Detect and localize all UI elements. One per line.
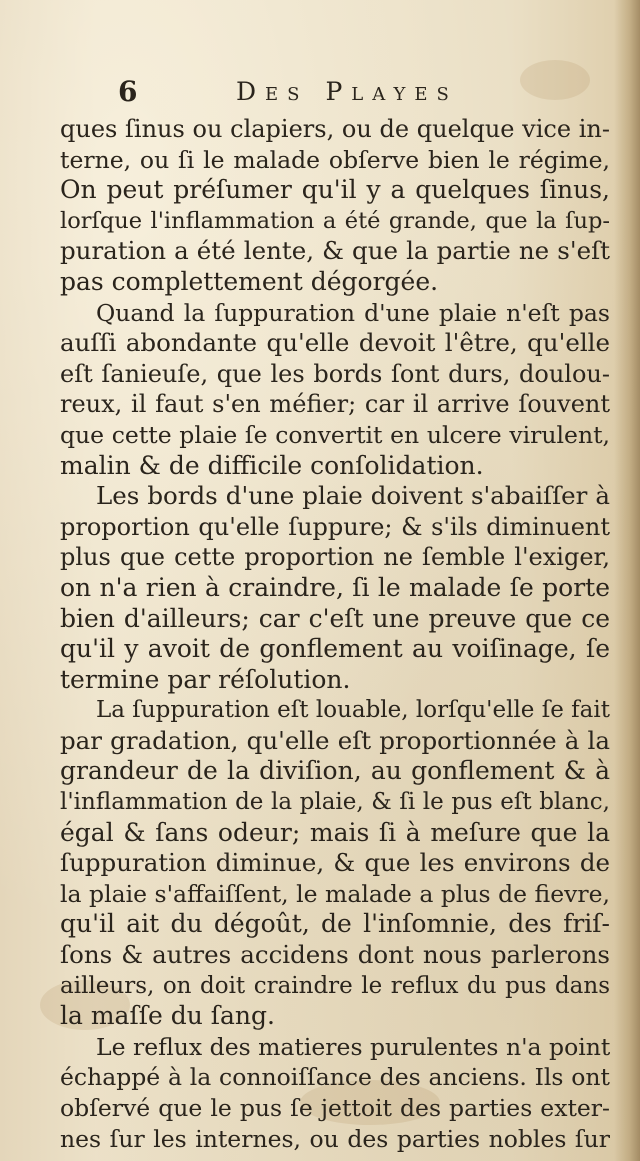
text-line: qu'il ait du dégoût, de l'inſomnie, des friſ- [60, 909, 610, 939]
text-line: terne, ou ſi le malade obſerve bien le régime, [60, 145, 610, 174]
text-line: ques ſinus ou clapiers, ou de quelque vice in- [60, 115, 610, 143]
text-line: Le reflux des matieres purulentes n'a point [96, 1032, 610, 1061]
page-edge-shadow [614, 0, 640, 1161]
body-text [60, 114, 610, 1154]
page-header [118, 72, 528, 112]
text-line: auſſi abondante qu'elle devoit l'être, qu'elle [60, 328, 610, 358]
text-line: obſervé que le pus ſe jettoit des parties exter- [60, 1094, 610, 1122]
text-line: par gradation, qu'elle eſt proportionnée à la [60, 725, 610, 755]
page-number: 6 [118, 75, 138, 108]
text-line: grandeur de la diviſion, au gonflement & à [60, 756, 610, 786]
text-line: la maſſe du ſang. [60, 1001, 275, 1031]
text-line: pas complettement dégorgée. [60, 266, 439, 296]
text-line: Les bords d'une plaie doivent s'abaiſſer à [96, 481, 610, 511]
text-line: malin & de difficile conſolidation. [60, 450, 484, 480]
text-line: proportion qu'elle ſuppure; & s'ils diminuent [60, 512, 610, 541]
running-title: Des Playes [236, 77, 458, 106]
text-line: La ſuppuration eſt louable, lorſqu'elle ſe fait [96, 697, 610, 724]
text-line: plus que cette proportion ne ſemble l'exiger, [60, 543, 610, 572]
text-line: Quand la ſuppuration d'une plaie n'eſt pas [96, 298, 610, 327]
paper-stain [520, 60, 590, 100]
text-line: égal & ſans odeur; mais ſi à meſure que la [60, 817, 610, 847]
text-line: eſt ſanieuſe, que les bords ſont durs, doulou- [60, 359, 610, 388]
text-line: bien d'ailleurs; car c'eſt une preuve que ce [60, 603, 610, 633]
text-line: ſuppuration diminue, & que les environs de [60, 848, 610, 878]
text-line: termine par réſolution. [60, 664, 351, 694]
text-line: échappé à la connoiſſance des anciens. Ils ont [60, 1063, 610, 1092]
text-line: nes ſur les internes, ou des parties nobles ſur [60, 1124, 610, 1153]
text-line: puration a été lente, & que la partie ne s'eſt [60, 236, 610, 266]
text-line: la plaie s'affaiſſent, le malade a plus de fievre, [60, 879, 610, 908]
text-line: On peut préſumer qu'il y a quelques ſinus, [60, 175, 610, 205]
text-line: on n'a rien à craindre, ſi le malade ſe porte [60, 572, 610, 602]
text-line: ailleurs, on doit craindre le reflux du pus dans [60, 972, 610, 999]
text-line: que cette plaie ſe convertit en ulcere virulent, [60, 420, 610, 449]
text-line: l'inflammation de la plaie, & ſi le pus eſt blanc, [60, 789, 610, 816]
text-line: lorſque l'inflammation a été grande, que la ſup- [60, 207, 610, 234]
text-line: ſons & autres accidens dont nous parlerons [60, 940, 610, 970]
text-line: reux, il faut s'en méfier; car il arrive ſouvent [60, 390, 610, 419]
text-line: qu'il y avoit de gonflement au voiſinage, ſe [60, 634, 610, 664]
